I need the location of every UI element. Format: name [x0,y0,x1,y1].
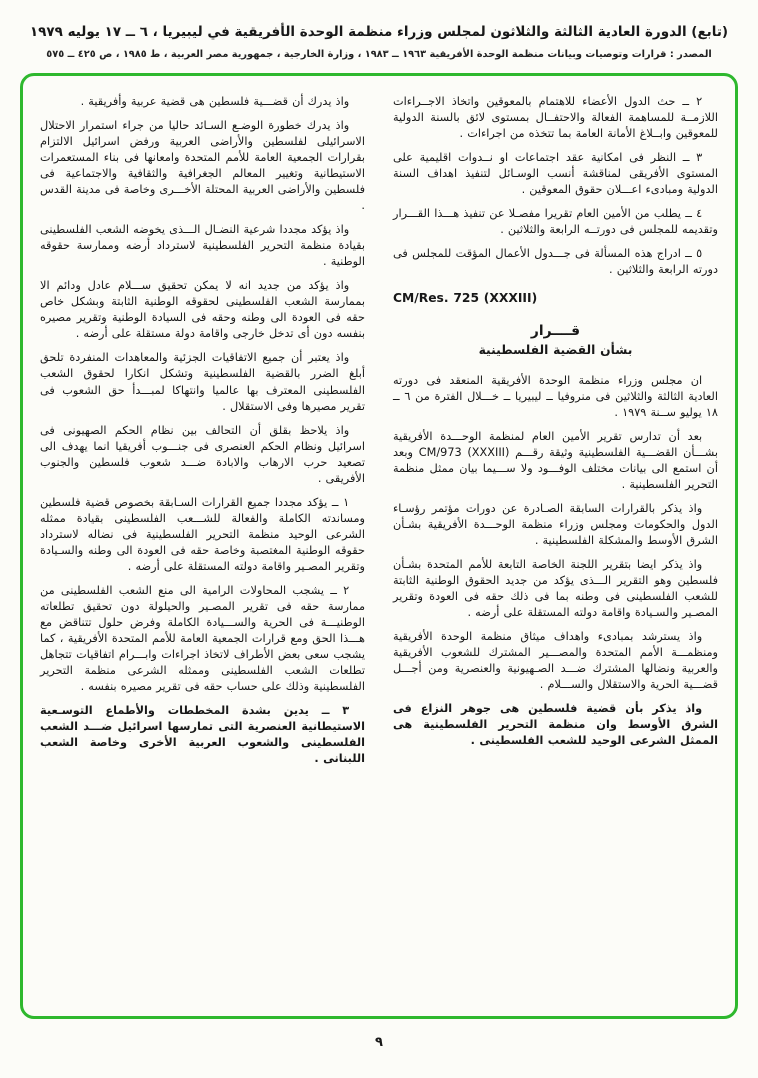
clause-2: ٢ ــ حث الدول الأعضاء للاهتمام بالمعوقين واتخاذ الاجــراءات اللازمــة للمساهمة الفعالة والاحتفــال بمستوى لائق بالسنة الدولية للمعوقين وابــلاغ الأمانة العامة بما تتخذه من اجراءات . [393,95,718,141]
clause-5: ٥ ــ ادراج هذه المسألة فى جـــدول الأعمال المؤقت للمجلس فى دورته الرابعة والثلاثين . [393,247,718,277]
operative-3: ٣ ــ يدين بشدة المخططات والأطماع التوسـعية الاستيطانية العنصرية التى تمارسها اسرائيل ضـــد الشعب الفلسطينى والشعوب العربية الأخرى وخاصة الشعب اللبنانى . [40,704,365,766]
preamble-1: ان مجلس وزراء منظمة الوحدة الأفريقية المنعقد فى دورته العادية الثالثة والثلاثين فى منروفيا ــ ليبيريا ــ خـــلال الفترة من ٦ ــ ١٨ يوليو ســنة ١٩٧٩ . [393,373,718,419]
column-left [40,94,365,1002]
document-header [0,0,758,60]
source-line: المصدر : قرارات وتوصيات وبيانات منظمة الوحدة الأفريقية ١٩٦٣ ــ ١٩٨٣ ، وزارة الخارجية ، جمهورية مصر العربية ، ط ١٩٨٥ ، ص ٤٢٥ ــ ٥٧٥ [46,49,712,60]
operative-2: ٢ ــ يشجب المحاولات الرامية الى منع الشعب الفلسطينى من ممارسة حقه فى تقرير المصـير والحيلولة دون تحقيق تطلعاته الوطنيـــة فى الحرية والســـيادة الكاملة وفرض حلول تتناقض مع هـــذا الحق ومع قرارات الجمعية العامة للأمم المتحدة الأفريقية ، كما يشجب سعى بعض الأطراف لاتخاذ اجراءات وابـــرام اتفاقيات تتجاهل تطلعات الشعب الفلسطينى وممثله الشرعى منظمة التحرير الفلسطينية وذلك على حساب حقه فى تقرير مصيره بنفسه . [40,583,365,694]
preamble-8: واذ يدرك خطورة الوضـع السـائد حاليا من جراء استمرار الاحتلال الاسرائيلى لفلسطين والأراضى العربية ورفض اسرائيل الالتزام بقرارات الجمعية العامة للأمم المتحدة وامعانها فى بناء المستعمرات الاستيطانية وتغيير المعالم الجغرافية والثقافية والاجتماعية فى فلسطين والأراضى العربية المحتلة الأخـــرى وخاصة فى مدينة القدس . [40,119,365,213]
preamble-7: واذ يدرك أن قضـــية فلسطين هى قضية عربية وأفريقية . [80,95,350,108]
content-border-box [20,73,738,1019]
preamble-2: بعد أن تدارس تقرير الأمين العام لمنظمة الوحـــدة الأفريقية بشـــأن القضـــية الفلسطينية وثيقة رقـــم CM/973 (XXXIII) وبعد أن استمع الى بيانات مختلف الوفـــود ولا ســـيما بيان ممثل منظمة التحرير الفلسطينية . [393,429,719,491]
preamble-12: واذ يلاحظ بقلق أن التحالف بين نظام الحكم الصهيونى فى اسرائيل ونظام الحكم العنصرى فى جنـــوب أفريقيا انما يهدف الى تصعيد حرب الارهاب والابادة ضـــد شعوب فلسطين والجنوب الأفريقى . [40,423,365,485]
preamble-4: واذ يذكر ايضا بتقرير اللجنة الخاصة التابعة للأمم المتحدة بشـأن فلسطين وهو التقرير الـــذى يؤكد من جديد الحقوق الوطنية الثابتة للشعب الفلسطينى فى وطنه بما فى ذلك حقه فى العودة وتقرير المصـير والسـيادة واقامة دولته المستقلة على أرضه . [393,558,718,620]
preamble-3: واذ يذكر بالقرارات السابقة الصـادرة عن دورات مؤتمر رؤسـاء الدول والحكومات ومجلس وزراء منظمة الوحـــدة الأفريقية بشـأن الشرق الأوسط والمشكلة الفلسطينية . [393,502,718,548]
preamble-6: واذ يذكر بأن قضية فلسطين هى جوهر النزاع فى الشرق الأوسط وان منظمة التحرير الفلسطينية هى الممثل الشرعى الوحيد للشعب الفلسطينى . [393,702,718,748]
resolution-title: قــــرار [530,322,581,339]
page-number: ٩ [375,1035,383,1050]
column-right [393,94,718,1002]
document-title: (تابع) الدورة العادية الثالثة والثلاثون لمجلس وزراء منظمة الوحدة الأفريقية في ليبيريا ، ٦ ــ ١٧ يوليه ١٩٧٩ [29,24,729,40]
operative-1: ١ ــ يؤكد مجددا جميع القرارات السـابقة بخصوص قضية فلسطين ومساندته الكاملة والفعالة للشـــعب الفلسطينى بقيادة ممثله الشرعى الوحيد منظمة التحرير الفلسطينية فى نضاله لاسترداد حقوقه الوطنية المغتصبة وخاصة حقه فى العودة الى وطنه والسـيادة وتقرير المصـير واقامة دولته المستقلة على أرضه . [40,495,365,573]
page-footer [0,1031,758,1050]
two-column-layout [40,94,718,1002]
preamble-9: واذ يؤكد مجددا شرعية النضـال الـــذى يخوضه الشعب الفلسطينى بقيادة منظمة التحرير الفلسطينية لاسترداد أرضه وممارسة حقوقه الوطنية . [40,223,365,269]
preamble-10: واذ يؤكد من جديد انه لا يمكن تحقيق ســـلام عادل ودائم الا بممارسة الشعب الفلسطينى لحقوقه الوطنية الثابتة وبشكل خاص حقه فى العودة الى وطنه وحقه فى السيادة الوطنية وتقرير مصيره بنفسه دون أى تدخل خارجى واقامة دولة مستقلة على أرضه . [40,279,365,341]
clause-4: ٤ ــ يطلب من الأمين العام تقريرا مفصـلا عن تنفيذ هـــذا القـــرار وتقديمه للمجلس فى دورتــه الرابعة والثلاثين . [393,207,718,237]
resolution-subtitle: بشأن القضية الفلسطينية [478,343,633,358]
preamble-5: واذ يسترشد بمبادىء واهداف ميثاق منظمة الوحدة الأفريقية ومنظمـــة الأمم المتحدة والمصـــير المشترك للشعوب الأفريقية والعربية ونضالها المشترك ضـــد الصـهيونية والعنصرية ومن أجـــل قضـــية الحرية والاستقلال والســـلام . [393,630,718,692]
preamble-11: واذ يعتبر أن جميع الاتفاقيات الجزئية والمعاهدات المنفردة تلحق أبلغ الضرر بالقضية الفلسطينية وتشكل انكارا لحقوق الشعب الفلسطينى المعترف بها عالميا وانتهاكا لمبـــدأ حق الشعوب فى تقرير مصيرها وفى الاستقلال . [40,351,365,413]
resolution-number: CM/Res. 725 (XXXIII) [393,291,538,306]
clause-3: ٣ ــ النظر فى امكانية عقد اجتماعات او نــدوات اقليمية على المستوى الأفريقى لمناقشة أنسب الوسـائل لتنفيذ اهداف السنة الدولية ومبادىء اعـــلان حقوق المعوقين . [393,151,718,197]
